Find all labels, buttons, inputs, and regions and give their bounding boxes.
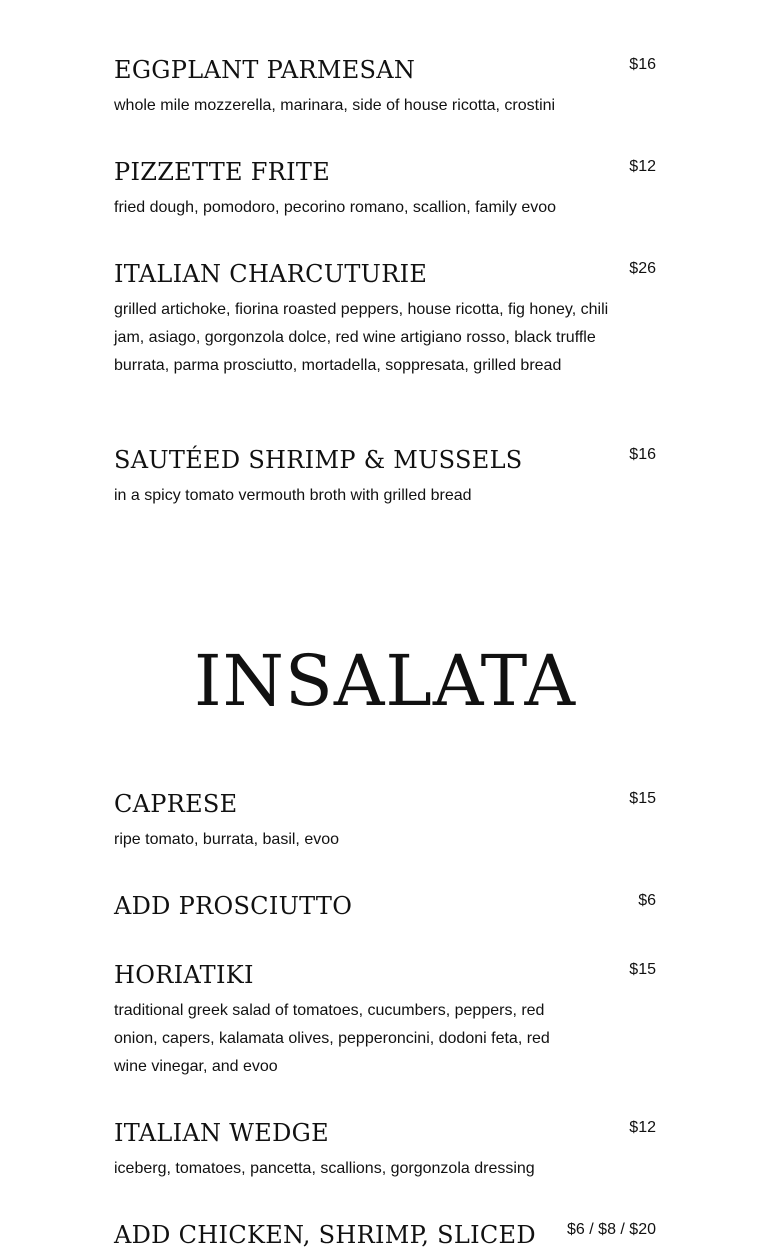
menu-item-name: SAUTÉED SHRIMP & MUSSELS bbox=[114, 446, 523, 474]
menu-item bbox=[114, 1220, 656, 1250]
menu-item-name: ADD CHICKEN, SHRIMP, SLICED bbox=[114, 1221, 536, 1249]
menu-item-description: whole mile mozzerella, marinara, side of house ricotta, crostini bbox=[114, 97, 556, 114]
menu-item-price: $16 bbox=[629, 56, 656, 73]
menu-item bbox=[114, 960, 656, 1081]
menu-item-name: PIZZETTE FRITE bbox=[114, 158, 331, 186]
menu-item bbox=[114, 157, 656, 222]
menu-item-description: traditional greek salad of tomatoes, cucumbers, peppers, red onion, capers, kalamata olives, pepperoncini, dodoni feta, red wine vinegar, and evoo bbox=[114, 1002, 550, 1075]
menu-item-name: EGGPLANT PARMESAN bbox=[114, 56, 416, 84]
menu-item-name: ITALIAN WEDGE bbox=[114, 1119, 329, 1147]
menu-item-header bbox=[114, 891, 656, 921]
menu-item-description: ripe tomato, burrata, basil, evoo bbox=[114, 831, 340, 848]
menu-item-price: $6 bbox=[638, 892, 656, 909]
menu-item-header bbox=[114, 445, 656, 475]
section-title-insalata: INSALATA bbox=[193, 640, 577, 722]
menu-item-price: $12 bbox=[629, 1119, 656, 1136]
menu-item-header bbox=[114, 960, 656, 990]
menu-item-price: $26 bbox=[629, 260, 656, 277]
menu-item-name: HORIATIKI bbox=[114, 961, 254, 989]
menu-item-header bbox=[114, 1118, 656, 1148]
menu-item-name: CAPRESE bbox=[114, 790, 238, 818]
menu-item bbox=[114, 259, 656, 380]
menu-item-price: $15 bbox=[629, 961, 656, 978]
menu-item-price: $6 / $8 / $20 bbox=[567, 1221, 656, 1238]
menu-item-description: iceberg, tomatoes, pancetta, scallions, gorgonzola dressing bbox=[114, 1160, 535, 1177]
menu-item bbox=[114, 1118, 656, 1183]
menu-item-price: $16 bbox=[629, 446, 656, 463]
menu-item-price: $12 bbox=[629, 158, 656, 175]
menu-item-description: fried dough, pomodoro, pecorino romano, scallion, family evoo bbox=[114, 199, 557, 216]
menu-item-header bbox=[114, 259, 656, 289]
menu-item-header bbox=[114, 789, 656, 819]
menu-item-name: ITALIAN CHARCUTURIE bbox=[114, 260, 428, 288]
menu-item-header bbox=[114, 55, 656, 85]
menu-item-header bbox=[114, 157, 656, 187]
menu-item-name: ADD PROSCIUTTO bbox=[114, 892, 353, 920]
menu-item-description: in a spicy tomato vermouth broth with grilled bread bbox=[114, 487, 472, 504]
menu-item bbox=[114, 789, 656, 854]
menu-item-price: $15 bbox=[629, 790, 656, 807]
menu-item-header bbox=[114, 1220, 656, 1250]
menu-item-description: grilled artichoke, fiorina roasted peppers, house ricotta, fig honey, chili jam, asiago, gorgonzola dolce, red wine artigiano rosso, black truffle burrata, parma prosciutto, mortadella, soppresata, grilled bread bbox=[114, 301, 609, 374]
menu-item bbox=[114, 445, 656, 510]
menu-item bbox=[114, 55, 656, 120]
menu-item bbox=[114, 891, 656, 921]
